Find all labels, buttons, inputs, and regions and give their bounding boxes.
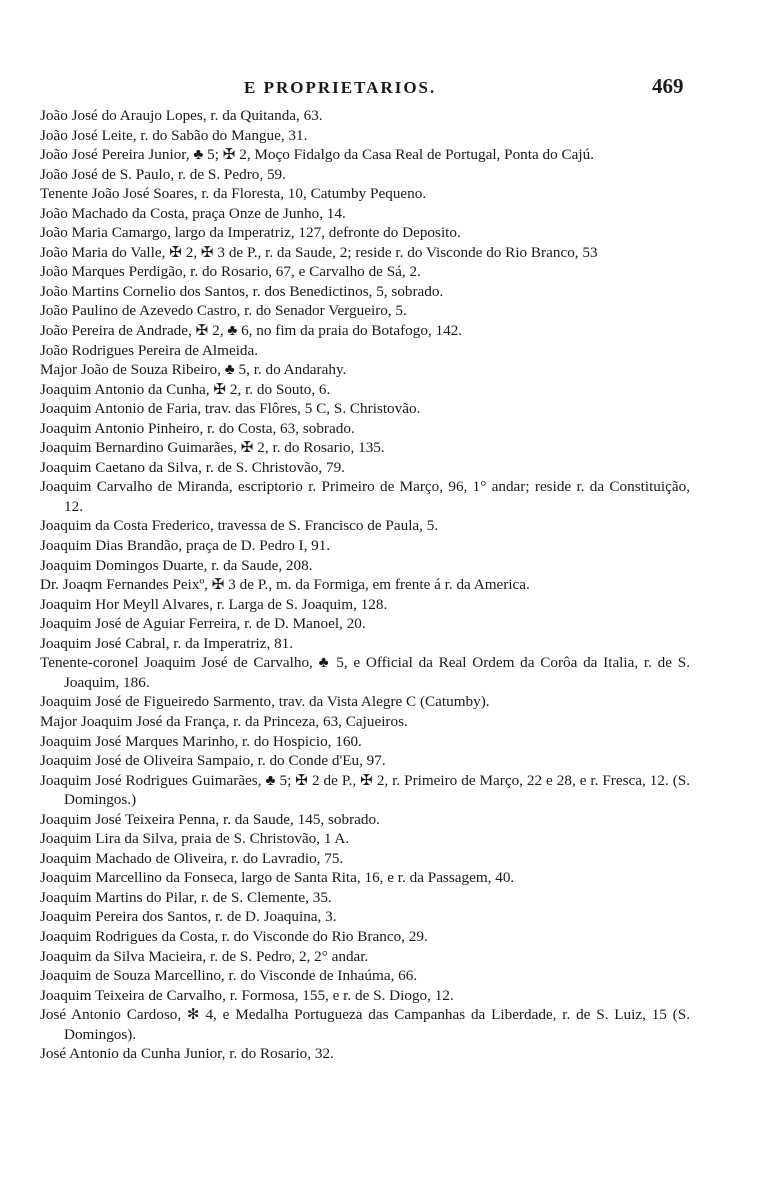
directory-entry: José Antonio Cardoso, ✻ 4, e Medalha Portugueza das Campanhas da Liberdade, r. de S. Luiz, 15 (S. Domingos). xyxy=(40,1006,690,1043)
directory-entry: Joaquim José Marques Marinho, r. do Hospicio, 160. xyxy=(40,732,362,750)
directory-entry: João José Leite, r. do Sabão do Mangue, 31. xyxy=(40,126,308,144)
directory-entry: João José do Araujo Lopes, r. da Quitanda, 63. xyxy=(40,107,323,124)
directory-entry: Joaquim Marcellino da Fonseca, largo de Santa Rita, 16, e r. da Passagem, 40. xyxy=(40,869,515,887)
directory-entry: Joaquim Antonio da Cunha, ✠ 2, r. do Souto, 6. xyxy=(40,380,331,398)
directory-entry: Joaquim da Silva Macieira, r. de S. Pedro, 2, 2° andar. xyxy=(40,947,369,965)
directory-entry: Joaquim de Souza Marcellino, r. do Visconde de Inhaúma, 66. xyxy=(40,967,418,985)
directory-entry: João Maria do Valle, ✠ 2, ✠ 3 de P., r. da Saude, 2; reside r. do Visconde do Rio Branco, 53 xyxy=(40,243,598,261)
directory-entry: Joaquim Martins do Pilar, r. de S. Clemente, 35. xyxy=(40,888,332,906)
directory-entry: Joaquim Domingos Duarte, r. da Saude, 208. xyxy=(40,556,313,574)
directory-entry: Major Joaquim José da França, r. da Princeza, 63, Cajueiros. xyxy=(40,712,408,730)
directory-entry: José Antonio da Cunha Junior, r. do Rosario, 32. xyxy=(40,1045,334,1063)
directory-entry: João Maria Camargo, largo da Imperatriz, 127, defronte do Deposito. xyxy=(40,224,461,242)
directory-entry: Dr. Joaqm Fernandes Peixº, ✠ 3 de P., m. da Formiga, em frente á r. da America. xyxy=(40,576,530,594)
directory-entry: Joaquim Teixeira de Carvalho, r. Formosa, 155, e r. de S. Diogo, 12. xyxy=(40,986,454,1004)
directory-entry: João Pereira de Andrade, ✠ 2, ♣ 6, no fim da praia do Botafogo, 142. xyxy=(40,322,463,340)
directory-entry: Joaquim Antonio de Faria, trav. das Flôres, 5 C, S. Christovão. xyxy=(40,400,421,418)
directory-entry: Joaquim José Teixeira Penna, r. da Saude, 145, sobrado. xyxy=(40,810,380,828)
directory-entry: Joaquim José de Aguiar Ferreira, r. de D. Manoel, 20. xyxy=(40,615,366,633)
directory-entry: Joaquim José Rodrigues Guimarães, ♣ 5; ✠ 2 de P., ✠ 2, r. Primeiro de Março, 22 e 28, e r. Fresca, 12. (S. Domingos.) xyxy=(40,771,690,809)
directory-entry: Joaquim Rodrigues da Costa, r. do Visconde do Rio Branco, 29. xyxy=(40,927,428,945)
directory-entry: João Paulino de Azevedo Castro, r. do Senador Vergueiro, 5. xyxy=(40,302,407,320)
page-number: 469 xyxy=(652,74,684,98)
directory-entry: Tenente-coronel Joaquim José de Carvalho, ♣ 5, e Official da Real Ordem da Corôa da Italia, r. de S. Joaquim, 186. xyxy=(40,654,690,691)
directory-entry: Joaquim da Costa Frederico, travessa de S. Francisco de Paula, 5. xyxy=(40,517,439,535)
directory-entry: Joaquim Lira da Silva, praia de S. Christovão, 1 A. xyxy=(40,830,350,848)
directory-entry: Joaquim Dias Brandão, praça de D. Pedro I, 91. xyxy=(40,537,331,555)
running-title: E PROPRIETARIOS. xyxy=(244,78,437,97)
directory-entry: Joaquim Caetano da Silva, r. de S. Christovão, 79. xyxy=(40,458,345,476)
directory-entry: João José de S. Paulo, r. de S. Pedro, 59. xyxy=(40,165,286,183)
directory-entry: Joaquim José de Figueiredo Sarmento, trav. da Vista Alegre C (Catumby). xyxy=(40,693,490,711)
directory-entry: Joaquim Bernardino Guimarães, ✠ 2, r. do Rosario, 135. xyxy=(40,439,385,457)
directory-entries xyxy=(40,106,690,1064)
directory-entry: Joaquim Machado de Oliveira, r. do Lavradio, 75. xyxy=(40,849,344,867)
directory-entry: Joaquim Hor Meyll Alvares, r. Larga de S. Joaquim, 128. xyxy=(40,595,388,613)
directory-entry: João José Pereira Junior, ♣ 5; ✠ 2, Moço Fidalgo da Casa Real de Portugal, Ponta do Cajú. xyxy=(40,146,594,164)
directory-entry: João Machado da Costa, praça Onze de Junho, 14. xyxy=(40,204,346,222)
page-header xyxy=(0,74,768,102)
directory-entry: Joaquim José Cabral, r. da Imperatriz, 81. xyxy=(40,634,294,652)
directory-entry: Joaquim Antonio Pinheiro, r. do Costa, 63, sobrado. xyxy=(40,419,355,437)
directory-entry: Joaquim José de Oliveira Sampaio, r. do Conde d'Eu, 97. xyxy=(40,752,386,770)
directory-entry: Joaquim Carvalho de Miranda, escriptorio r. Primeiro de Março, 96, 1° andar; reside r. da Constituição, 12. xyxy=(40,478,690,515)
directory-entry: João Martins Cornelio dos Santos, r. dos Benedictinos, 5, sobrado. xyxy=(40,282,444,300)
directory-entry: João Rodrigues Pereira de Almeida. xyxy=(40,341,259,359)
directory-entry: Major João de Souza Ribeiro, ♣ 5, r. do Andarahy. xyxy=(40,361,347,379)
directory-entry: Joaquim Pereira dos Santos, r. de D. Joaquina, 3. xyxy=(40,908,337,926)
directory-entry: Tenente João José Soares, r. da Floresta, 10, Catumby Pequeno. xyxy=(40,185,427,203)
directory-entry: João Marques Perdigão, r. do Rosario, 67, e Carvalho de Sá, 2. xyxy=(40,263,421,281)
